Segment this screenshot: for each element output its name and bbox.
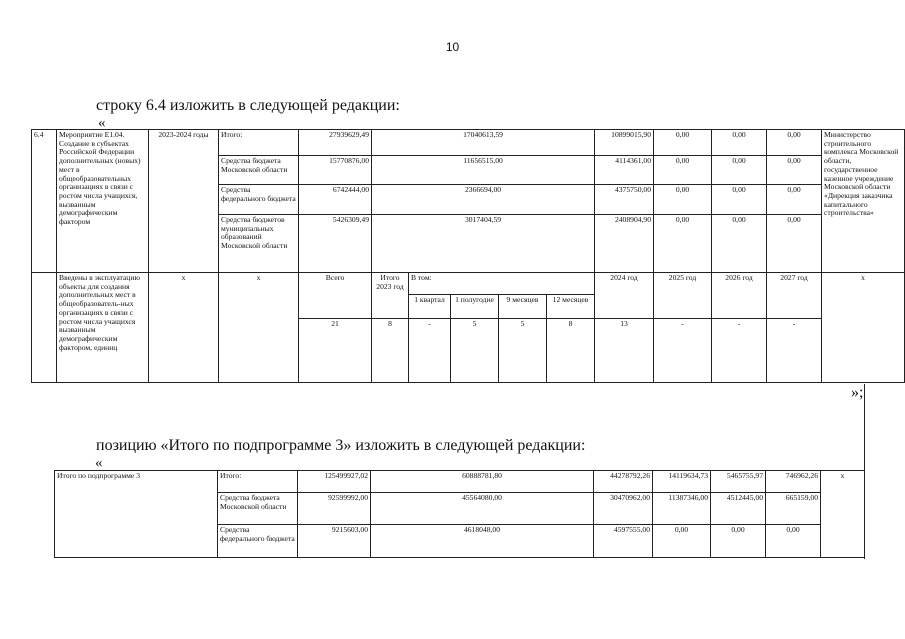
header-total: Всего [299,273,372,319]
finance-source: Итого: [218,471,298,493]
finance-2024: 44278792,26 [594,471,653,493]
finance-2025: 0,00 [654,156,712,185]
finance-source: Итого: [219,130,299,156]
finance-total: 27939629,49 [299,130,372,156]
finance-2027: 746962,26 [766,471,821,493]
finance-2023: 3017404,59 [372,215,595,273]
row-6-4-table [31,129,905,383]
header-m12: 12 месяцев [547,295,595,319]
header-2026: 2026 год [712,273,767,319]
value-q1: - [409,319,451,383]
value-itogo-2023: 8 [372,319,409,383]
value-2027: - [767,319,822,383]
page-number: 10 [445,40,460,54]
finance-2023: 2366694,00 [372,185,595,215]
finance-2025: 0,00 [654,185,712,215]
value-total: 21 [299,319,372,383]
result-x-mark: x [219,273,299,383]
finance-2023: 45564080,00 [371,493,594,525]
finance-source: Средства бюджета Московской области [218,493,298,525]
header-itogo-2023: Итого 2023 год [372,273,409,319]
finance-2025: 11387346,00 [653,493,711,525]
value-m12: 8 [547,319,595,383]
value-2025: - [654,319,712,383]
finance-2026: 4512445,00 [711,493,766,525]
finance-2027: 0,00 [767,215,822,273]
finance-total: 125499927,02 [298,471,371,493]
responsible-executor: Министерство строительного комплекса Московской области, государственное казенное учреждение Московской области «Дирекция заказчика капитального строительства» [822,130,905,273]
section1-open-quote: « [98,115,106,131]
finance-2027: 0,00 [767,185,822,215]
header-m9: 9 месяцев [499,295,547,319]
finance-2026: 0,00 [712,130,767,156]
finance-2025: 14119634,73 [653,471,711,493]
finance-2027: 0,00 [767,130,822,156]
finance-total: 15770876,00 [299,156,372,185]
subprogram-total-table [54,470,865,558]
value-m9: 5 [499,319,547,383]
result-name: Введены в эксплуатацию объекты для создания дополнительных мест в общеобразователь-ных организациях в связи с ростом числа учащихся вызванным демографическим фактором, единиц [57,273,149,383]
blank-cell [32,273,57,383]
finance-2026: 5465755,97 [711,471,766,493]
finance-2024: 10899015,90 [595,130,654,156]
value-h1: 5 [451,319,499,383]
finance-source: Средства федерального бюджета [219,185,299,215]
finance-source: Средства бюджетов муниципальных образований Московской области [219,215,299,273]
section1-heading: строку 6.4 изложить в следующей редакции: [96,97,400,114]
header-2024: 2024 год [595,273,654,319]
finance-2024: 2408904,90 [595,215,654,273]
finance-2026: 0,00 [712,156,767,185]
event-years: 2023-2024 годы [149,130,219,273]
finance-2026: 0,00 [711,525,766,558]
finance-total: 5426309,49 [299,215,372,273]
subprogram-name: Итого по подпрограмме 3 [55,471,218,558]
finance-2026: 0,00 [712,185,767,215]
finance-2024: 4597555,00 [594,525,653,558]
finance-2023: 60888781,80 [371,471,594,493]
value-2026: - [712,319,767,383]
finance-total: 9215603,00 [298,525,371,558]
header-2027: 2027 год [767,273,822,319]
finance-2023: 17040613,59 [372,130,595,156]
result-x-mark: x [149,273,219,383]
finance-total: 6742444,00 [299,185,372,215]
section2-open-quote: « [95,455,103,471]
finance-source: Средства бюджета Московской области [219,156,299,185]
finance-2025: 0,00 [654,130,712,156]
finance-total: 92599992,00 [298,493,371,525]
result-x-mark: x [822,273,905,383]
finance-2027: 0,00 [766,525,821,558]
finance-2024: 4114361,00 [595,156,654,185]
finance-2023: 11656515,00 [372,156,595,185]
subprogram-x-mark: x [821,471,865,558]
finance-2027: 665159,00 [766,493,821,525]
section1-close-quote: »; [851,384,864,401]
finance-2027: 0,00 [767,156,822,185]
row-number: 6.4 [32,130,57,273]
event-name: Мероприятие Е1.04. Создание в субъектах Российской Федерации дополнительных (новых) мест в общеобразовательных организациях в связи с ростом числа учащихся, вызванным демографическим фактором [57,130,149,273]
finance-2024: 30470962,00 [594,493,653,525]
header-h1: 1 полугодие [451,295,499,319]
finance-2025: 0,00 [653,525,711,558]
section2-heading: позицию «Итого по подпрограмме 3» изложить в следующей редакции: [96,437,586,454]
finance-2024: 4375750,00 [595,185,654,215]
header-q1: 1 квартал [409,295,451,319]
finance-2026: 0,00 [712,215,767,273]
header-in-that: В том: [409,273,595,295]
header-2025: 2025 год [654,273,712,319]
right-border-line [864,384,865,559]
value-2024: 13 [595,319,654,383]
finance-2025: 0,00 [654,215,712,273]
finance-2023: 4618048,00 [371,525,594,558]
finance-source: Средства федерального бюджета [218,525,298,558]
